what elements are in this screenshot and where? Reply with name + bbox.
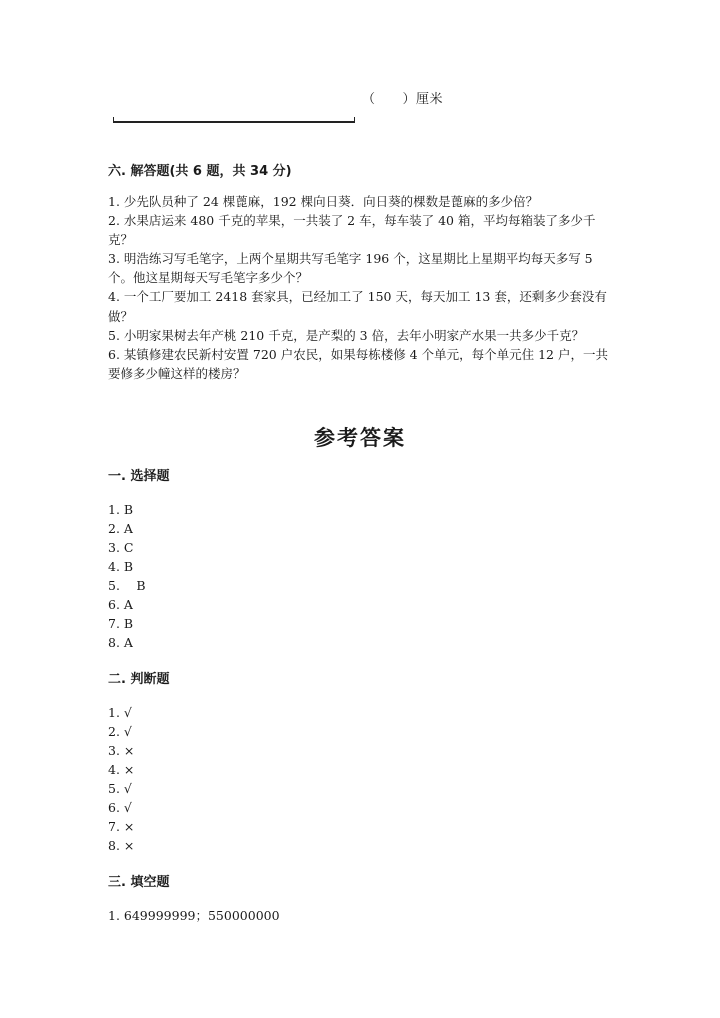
question-item: 1. 少先队员种了 24 棵蓖麻，192 棵向日葵．向日葵的棵数是蓖麻的多少倍？ [108,194,539,209]
answer-item: 1. B [108,502,134,517]
question-item: 4. 一个工厂要加工 2418 套家具，已经加工了 150 天，每天加工 13 套，还剩多少套没有做？ [108,289,607,324]
answer-item: 3. C [108,540,134,555]
answer-item: 7. B [108,616,134,631]
answers-section-1-list [108,500,146,652]
answer-item: 2. A [108,521,133,536]
answers-title: 参考答案 [314,426,406,450]
answer-item: 4. B [108,559,134,574]
answer-item: 8. A [108,635,133,650]
answers-section-1-title: 一. 选择题 [108,469,170,484]
answers-section-2-title: 二. 判断题 [108,672,170,687]
question-item: 6. 某镇修建农民新村安置 720 户农民，如果每栋楼修 4 个单元，每个单元住 12 户，一共要修多少幢这样的楼房？ [108,346,608,381]
answer-item: 6. A [108,597,133,612]
answer-item: 6. √ [108,800,132,815]
question-item: 5. 小明家果树去年产桃 210 千克，是产梨的 3 倍，去年小明家产水果一共多少千克？ [108,327,585,343]
answer-item: 1. √ [108,705,132,720]
answer-item: 7. × [108,819,135,834]
answer-item: 4. × [108,762,135,777]
answer-item: 3. × [108,743,135,758]
section-6-title: 六. 解答题(共 6 题，共 34 分) [108,164,292,179]
answer-item: 5. B [108,578,146,593]
answers-section-3-title: 三. 填空题 [108,875,170,890]
line-segment-figure [113,117,355,123]
question-list [108,192,613,383]
answer-item: 1. 649999999；550000000 [108,908,280,923]
question-item: 3. 明浩练习写毛笔字，上两个星期共写毛笔字 196 个，这星期比上星期平均每天多写 5 个。他这星期每天写毛笔字多少个？ [108,251,593,286]
answers-section-2-list [108,703,134,855]
question-item: 2. 水果店运来 480 千克的苹果，一共装了 2 车，每车装了 40 箱，平均每箱装了多少千克？ [108,213,596,248]
answer-item: 2. √ [108,724,132,739]
answer-item: 5. √ [108,781,132,796]
answer-item: 8. × [108,838,135,853]
length-answer-blank: （ ）厘米 [362,92,444,107]
